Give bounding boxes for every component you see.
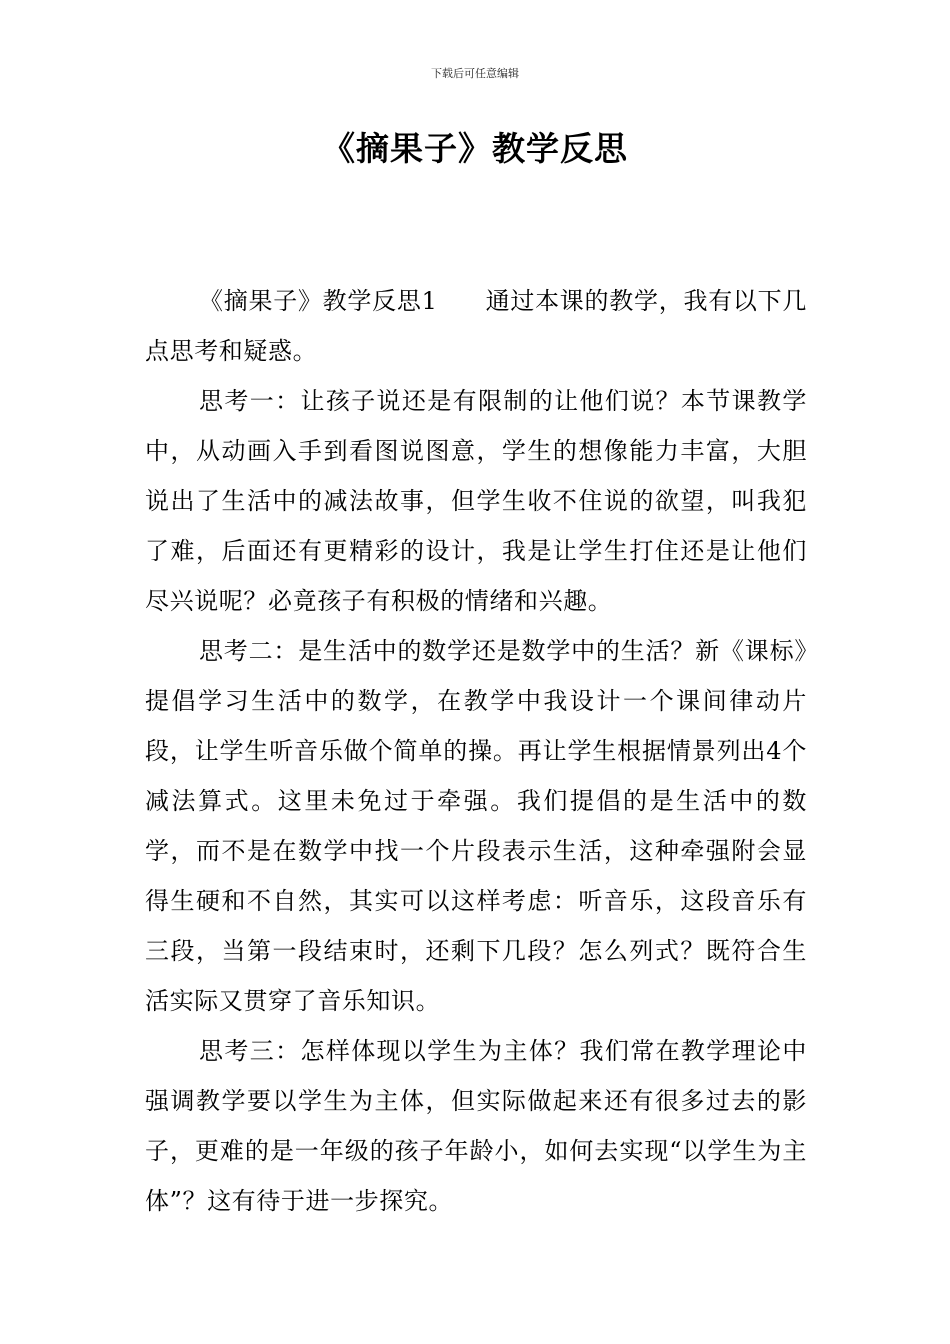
intro-text: 通过本课的教学，我有以下几点思考和疑惑。: [145, 287, 807, 365]
header-note: 下载后可任意编辑: [431, 67, 519, 80]
document-title: 《摘果子》教学反思: [322, 129, 628, 168]
paragraph-reflection-1: 思考一：让孩子说还是有限制的让他们说？本节课教学中，从动画入手到看图说图意，学生的想像能力丰富，大胆说出了生活中的减法故事，但学生收不住说的欲望，叫我犯了难，后面还有更精彩的设计，我是让学生打住还是让他们尽兴说呢？必竟孩子有积极的情绪和兴趣。: [145, 387, 807, 615]
intro-heading: 《摘果子》教学反思1: [199, 287, 438, 315]
intro-paragraph: [145, 276, 807, 376]
paragraph-reflection-2: 思考二：是生活中的数学还是数学中的生活？新《课标》提倡学习生活中的数学，在教学中我设计一个课间律动片段，让学生听音乐做个简单的操。再让学生根据情景列出4个减法算式。这里未免过于牵强。我们提倡的是生活中的数学，而不是在数学中找一个片段表示生活，这种牵强附会显得生硬和不自然，其实可以这样考虑：听音乐，这段音乐有三段，当第一段结束时，还剩下几段？怎么列式？既符合生活实际又贯穿了音乐知识。: [145, 637, 807, 1015]
paragraph-reflection-3: 思考三：怎样体现以学生为主体？我们常在教学理论中强调教学要以学生为主体，但实际做起来还有很多过去的影子，更难的是一年级的孩子年龄小，如何去实现“以学生为主体”？这有待于进一步探究。: [145, 1037, 807, 1215]
document-body: [145, 276, 807, 1226]
